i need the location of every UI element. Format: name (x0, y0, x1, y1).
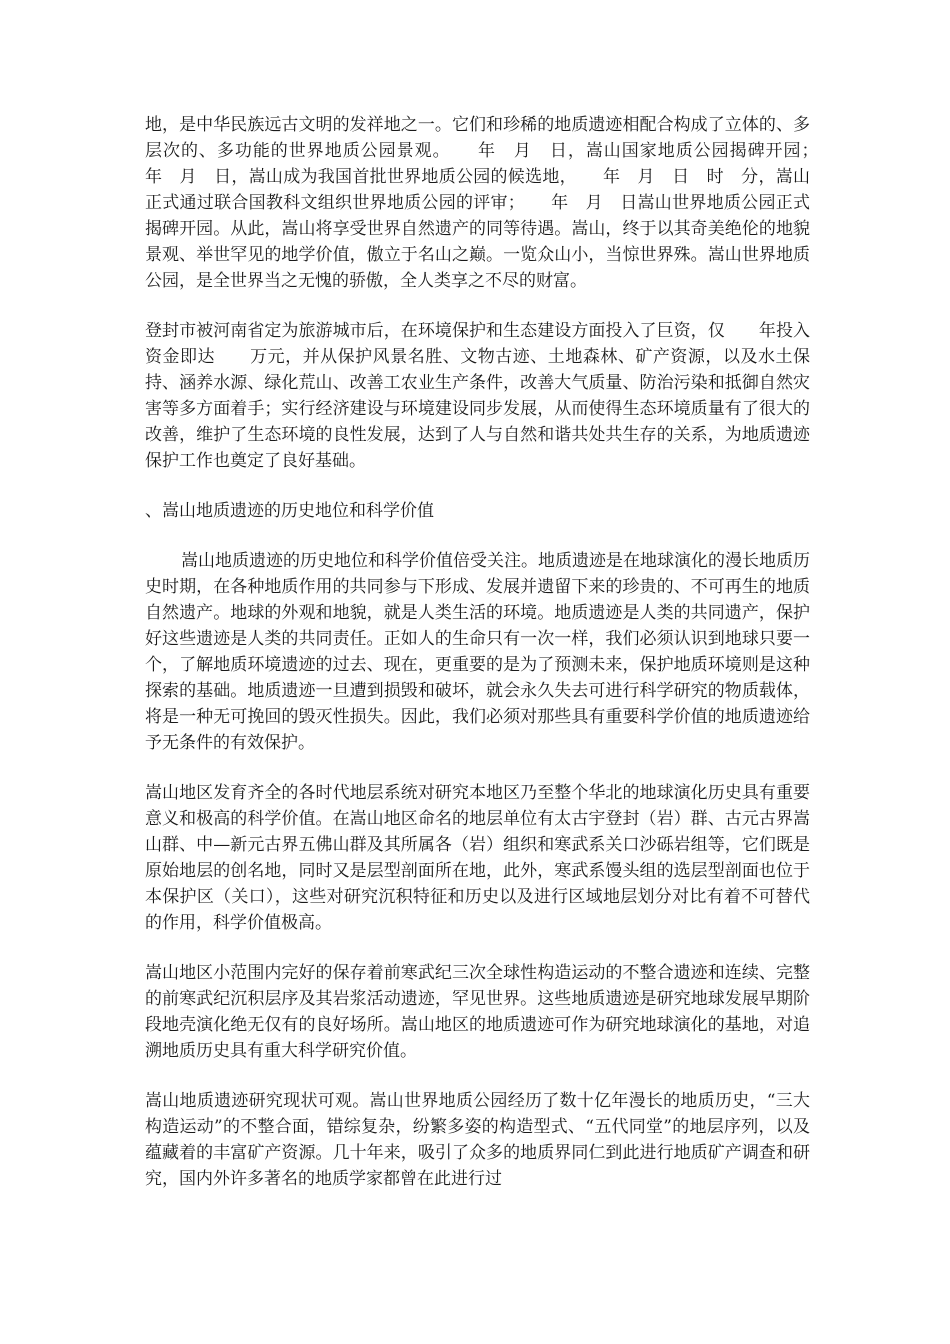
paragraph-research-status: 嵩山地质遗迹研究现状可观。嵩山世界地质公园经历了数十亿年漫长的地质历史，“三大构造运动”的不整合面，错综复杂，纷繁多姿的构造型式、“五代同堂”的地层序列，以及蕴藏着的丰富矿产资源。几十年来，吸引了众多的地质界同仁到此进行地质矿产调查和研究，国内外许多著名的地质学家都曾在此进行过 (145, 1091, 810, 1189)
document-body (145, 112, 844, 1216)
paragraph-dengfeng-investment: 登封市被河南省定为旅游城市后，在环境保护和生态建设方面投入了巨资，仅 年投入资金即达 万元，并从保护风景名胜、文物古迹、土地森林、矿产资源，以及水土保持、涵养水源、绿化荒山、改善工农业生产条件，改善大气质量、防治污染和抵御自然灾害等多方面着手；实行经济建设与环境建设同步发展，从而使得生态环境质量有了很大的改善，维护了生态环境的良性发展，达到了人与自然和谐共处共生存的关系，为地质遗迹保护工作也奠定了良好基础。 (145, 321, 810, 471)
paragraph-geopark-history: 地，是中华民族远古文明的发祥地之一。它们和珍稀的地质遗迹相配合构成了立体的、多层次的、多功能的世界地质公园景观。 年 月 日，嵩山国家地质公园揭碑开园； 年 月 日，嵩山成为我国首批世界地质公园的候选地， 年 月 日 时 分，嵩山正式通过联合国教科文组织世界地质公园的评审； 年 月 日嵩山世界地质公园正式揭碑开园。从此，嵩山将享受世界自然遗产的同等待遇。嵩山，终于以其奇美绝伦的地貌景观、举世罕见的地学价值，傲立于名山之巅。一览众山小，当惊世界殊。嵩山世界地质公园，是全世界当之无愧的骄傲，全人类享之不尽的财富。 (145, 115, 844, 291)
paragraph-scientific-value: 嵩山地质遗迹的历史地位和科学价值倍受关注。地质遗迹是在地球演化的漫长地质历史时期，在各种地质作用的共同参与下形成、发展并遗留下来的珍贵的、不可再生的地质自然遗产。地球的外观和地貌，就是人类生活的环境。地质遗迹是人类的共同遗产，保护好这些遗迹是人类的共同责任。正如人的生命只有一次一样，我们必须认识到地球只要一个，了解地质环境遗迹的过去、现在，更重要的是为了预测未来，保护地质环境则是这种探索的基础。地质遗迹一旦遭到损毁和破坏，就会永久失去可进行科学研究的物质载体，将是一种无可挽回的毁灭性损失。因此，我们必须对那些具有重要科学价值的地质遗迹给予无条件的有效保护。 (145, 551, 810, 753)
section-heading: 、嵩山地质遗迹的历史地位和科学价值 (145, 501, 434, 521)
paragraph-stratigraphy: 嵩山地区发育齐全的各时代地层系统对研究本地区乃至整个华北的地球演化历史具有重要意义和极高的科学价值。在嵩山地区命名的地层单位有太古宇登封（岩）群、古元古界嵩山群、中—新元古界五佛山群及其所属各（岩）组织和寒武系关口沙砾岩组等，它们既是原始地层的创名地，同时又是层型剖面所在地，此外，寒武系馒头组的选层型剖面也位于本保护区（关口），这些对研究沉积特征和历史以及进行区域地层划分对比有着不可替代的作用，科学价值极高。 (145, 783, 810, 933)
paragraph-unconformity: 嵩山地区小范围内完好的保存着前寒武纪三次全球性构造运动的不整合遗迹和连续、完整的前寒武纪沉积层序及其岩浆活动遗迹，罕见世界。这些地质遗迹是研究地球发展早期阶段地壳演化绝无仅有的良好场所。嵩山地区的地质遗迹可作为研究地球演化的基地，对追溯地质历史具有重大科学研究价值。 (145, 963, 810, 1061)
